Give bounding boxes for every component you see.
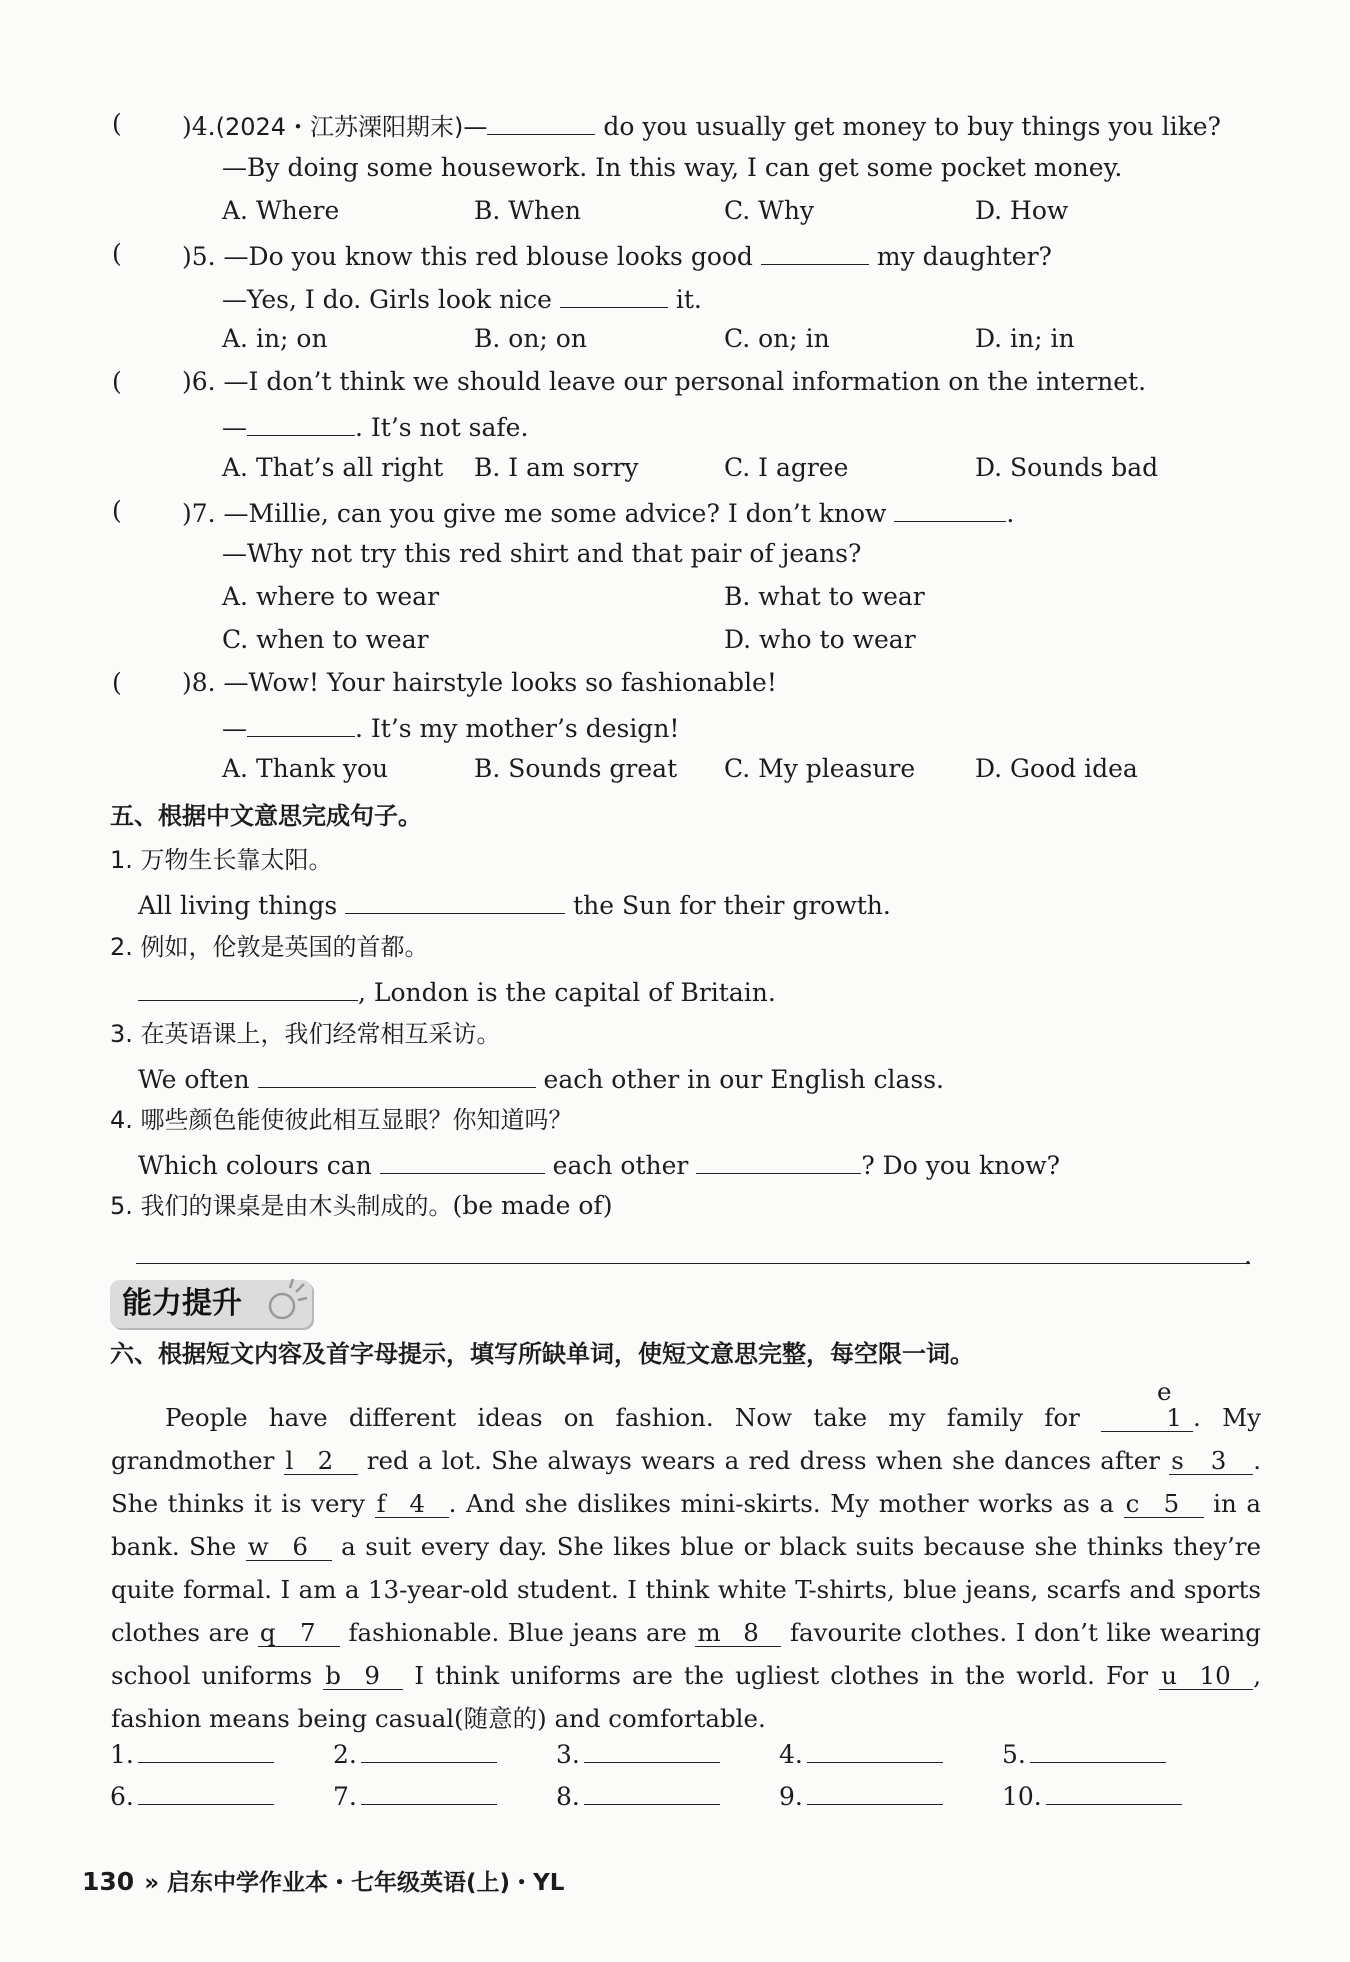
question-text: . [1006,499,1015,528]
response-text: — [222,413,247,442]
sentence-5-chinese [110,1190,612,1222]
question-source: (2024・江苏溧阳期末)— [215,113,488,141]
sentence-text: All living things [138,891,346,920]
answer-line[interactable] [807,1736,943,1763]
answer-line[interactable] [1030,1736,1166,1763]
passage-text: . She thinks it is very [111,1446,1261,1518]
fill-blank-long[interactable] [136,1263,1250,1264]
blank-number: 9 [364,1661,380,1690]
option-d[interactable]: D. Good idea [975,754,1138,783]
sentence-text: ? Do you know? [861,1151,1061,1180]
answer-paren[interactable]: ( [112,668,122,697]
option-d[interactable]: D. in; in [975,324,1075,353]
blank-hint-letter: m [697,1618,721,1647]
response-text: it. [667,285,702,314]
question-text: my daughter? [868,242,1052,271]
blank-hint-letter: e [1157,1377,1172,1406]
cloze-blank-9[interactable] [323,1663,403,1690]
question-response [222,409,528,444]
answer-10[interactable] [1002,1778,1182,1813]
answer-8[interactable] [556,1778,720,1813]
response-text: . It’s my mother’s design! [355,714,680,743]
option-b[interactable]: B. what to wear [724,582,925,611]
cloze-blank-6[interactable] [246,1534,332,1561]
passage-text: . My grandmother [111,1403,1261,1475]
question-7 [182,495,1014,530]
answer-line[interactable] [807,1778,943,1805]
fill-blank[interactable] [560,281,668,308]
answer-line[interactable] [361,1736,497,1763]
fill-blank[interactable] [380,1147,545,1174]
option-c[interactable]: C. on; in [724,324,830,353]
option-c[interactable]: C. I agree [724,453,849,482]
option-b[interactable]: B. Sounds great [474,754,678,783]
option-b[interactable]: B. I am sorry [474,453,639,482]
question-response [222,710,679,745]
answer-number: 8. [556,1782,580,1811]
passage-text: red a lot. She always wears a red dress when she dances after [357,1446,1170,1475]
page-number: 130 [82,1867,135,1896]
answer-number: 9. [779,1782,803,1811]
passage-text: I think uniforms are the ugliest clothes in the world. For [403,1661,1160,1690]
cloze-blank-4[interactable] [375,1491,449,1518]
sentence-text: Which colours can [138,1151,380,1180]
question-text: —Millie, can you give me some advice? I don’t know [215,499,895,528]
answer-number: 1. [110,1740,134,1769]
blank-number: 7 [299,1618,316,1647]
option-a[interactable]: A. That’s all right [222,453,444,482]
answer-number: 5. [1002,1740,1026,1769]
question-text: —Wow! Your hairstyle looks so fashionable! [215,668,777,697]
answer-paren[interactable]: ( [112,496,122,525]
blank-number: 3 [1210,1446,1227,1475]
fill-blank[interactable] [487,108,595,135]
answer-number: 6. [110,1782,134,1811]
blank-hint-letter: u [1161,1661,1177,1690]
option-a[interactable]: A. Where [222,196,340,225]
question-response: —Why not try this red shirt and that pair of jeans? [222,539,862,568]
option-d[interactable]: D. who to wear [724,625,916,654]
question-text: do you usually get money to buy things you like? [595,112,1221,141]
blank-number: 2 [317,1446,334,1475]
cloze-blank-1[interactable] [1101,1379,1193,1432]
blank-number: 4 [409,1489,425,1518]
blank-hint-letter: w [247,1532,269,1561]
fill-blank[interactable] [258,1061,536,1088]
blank-hint-letter: f [376,1489,386,1518]
option-b[interactable]: B. on; on [474,324,587,353]
answer-line[interactable] [138,1736,274,1763]
sentence-4-chinese: 4. 哪些颜色能使彼此相互显眼？你知道吗？ [110,1106,573,1134]
sparkle-icon [268,1276,308,1326]
answer-paren[interactable]: ( [112,239,122,268]
sentence-1-english [138,887,891,922]
option-d[interactable]: D. How [975,196,1069,225]
option-c[interactable]: C. Why [724,196,815,225]
answer-line[interactable] [584,1736,720,1763]
cloze-blank-10[interactable] [1159,1663,1253,1690]
sentence-4-english [138,1147,1060,1182]
sentence-end-period: . [1244,1241,1252,1270]
section-badge: 能力提升 [110,1280,312,1328]
answer-number: 2. [333,1740,357,1769]
passage-text: fashionable. Blue jeans are [339,1618,696,1647]
section-5-heading: 五、根据中文意思完成句子。 [110,802,422,830]
blank-number: 10 [1199,1661,1231,1690]
response-text: —Yes, I do. Girls look nice [222,285,560,314]
passage-text: a suit every day. She likes blue or black suits because she thinks they’re quite formal. I am a 13-year-old student. I think white T-shirts, blue jeans, scarfs and sports clothes are [111,1532,1261,1647]
passage-text: , fashion means being casual(随意的) and comfortable. [111,1661,1261,1733]
answer-number: 7. [333,1782,357,1811]
question-number: )6. [182,367,216,396]
question-number: )5. [182,242,216,271]
answer-9[interactable] [779,1778,943,1813]
sentence-hint: (be made of) [452,1191,613,1220]
cloze-blank-5[interactable] [1124,1491,1204,1518]
option-b[interactable]: B. When [474,196,581,225]
fill-blank[interactable] [247,409,355,436]
passage-text: favourite clothes. I don’t like wearing school uniforms [111,1618,1261,1690]
answer-paren[interactable]: ( [112,109,122,138]
passage-text: in a bank. She [111,1489,1261,1561]
answer-1[interactable] [110,1736,274,1771]
sentence-3-english [138,1061,944,1096]
blank-number: 8 [743,1618,759,1647]
passage-text: People have different ideas on fashion. Now take my family for [165,1403,1102,1432]
option-a[interactable]: A. in; on [222,324,328,353]
option-a[interactable]: A. where to wear [222,582,440,611]
chevron-right-icon: » [144,1870,160,1896]
sentence-text: 5. 我们的课桌是由木头制成的。 [110,1192,453,1220]
option-c[interactable]: C. when to wear [222,625,429,654]
answer-7[interactable] [333,1778,497,1813]
answer-line[interactable] [584,1778,720,1805]
answer-line[interactable] [361,1778,497,1805]
answer-4[interactable] [779,1736,943,1771]
sentence-text: , London is the capital of Britain. [358,978,776,1007]
answer-number: 10. [1002,1782,1042,1811]
answer-line[interactable] [1046,1778,1182,1805]
fill-blank[interactable] [138,974,358,1001]
cloze-blank-2[interactable] [284,1448,358,1475]
question-number: )7. [182,499,216,528]
question-4 [182,108,1221,143]
response-text: . It’s not safe. [355,413,529,442]
answer-6[interactable] [110,1778,274,1813]
blank-hint-letter: q [259,1618,276,1647]
question-number: )4. [182,112,216,141]
answer-number: 4. [779,1740,803,1769]
sentence-3-chinese: 3. 在英语课上，我们经常相互采访。 [110,1020,501,1048]
fill-blank[interactable] [761,238,869,265]
fill-blank[interactable] [345,887,565,914]
response-text: — [222,714,247,743]
question-8 [182,667,777,699]
answer-5[interactable] [1002,1736,1166,1771]
fill-blank[interactable] [696,1147,861,1174]
sentence-text: each other [544,1151,697,1180]
answer-line[interactable] [138,1778,274,1805]
question-response: —By doing some housework. In this way, I can get some pocket money. [222,153,1123,182]
fill-blank[interactable] [247,710,355,737]
question-response [222,281,702,316]
answer-3[interactable] [556,1736,720,1771]
answer-number: 3. [556,1740,580,1769]
sentence-1-chinese: 1. 万物生长靠太阳。 [110,846,333,874]
question-5 [182,238,1052,273]
option-a[interactable]: A. Thank you [222,754,389,783]
question-text: —Do you know this red blouse looks good [215,242,761,271]
question-6 [182,366,1146,398]
blank-hint-letter: b [325,1661,341,1690]
section-6-heading: 六、根据短文内容及首字母提示，填写所缺单词，使短文意思完整，每空限一词。 [110,1340,974,1368]
book-title: 启东中学作业本・七年级英语(上)・YL [167,1870,565,1896]
blank-number: 6 [292,1532,308,1561]
cloze-passage [111,1379,1261,1740]
blank-hint-letter: c [1125,1489,1140,1518]
answer-paren[interactable]: ( [112,367,122,396]
blank-number: 1 [1166,1403,1182,1432]
option-c[interactable]: C. My pleasure [724,754,916,783]
page-footer [82,1864,564,1897]
cloze-blank-8[interactable] [695,1620,781,1647]
option-d[interactable]: D. Sounds bad [975,453,1159,482]
passage-text: . And she dislikes mini-skirts. My mother works as a [448,1489,1124,1518]
sentence-2-chinese: 2. 例如，伦敦是英国的首都。 [110,933,429,961]
blank-number: 5 [1163,1489,1180,1518]
answer-2[interactable] [333,1736,497,1771]
blank-hint-letter: s [1171,1446,1184,1475]
blank-hint-letter: l [285,1446,294,1475]
sentence-text: We often [138,1065,258,1094]
sentence-text: each other in our English class. [535,1065,945,1094]
question-text: —I don’t think we should leave our personal information on the internet. [215,367,1147,396]
cloze-blank-3[interactable] [1169,1448,1253,1475]
sentence-text: the Sun for their growth. [565,891,891,920]
sentence-2-english [138,974,776,1009]
cloze-blank-7[interactable] [258,1620,340,1647]
question-number: )8. [182,668,216,697]
fill-blank[interactable] [894,495,1006,522]
